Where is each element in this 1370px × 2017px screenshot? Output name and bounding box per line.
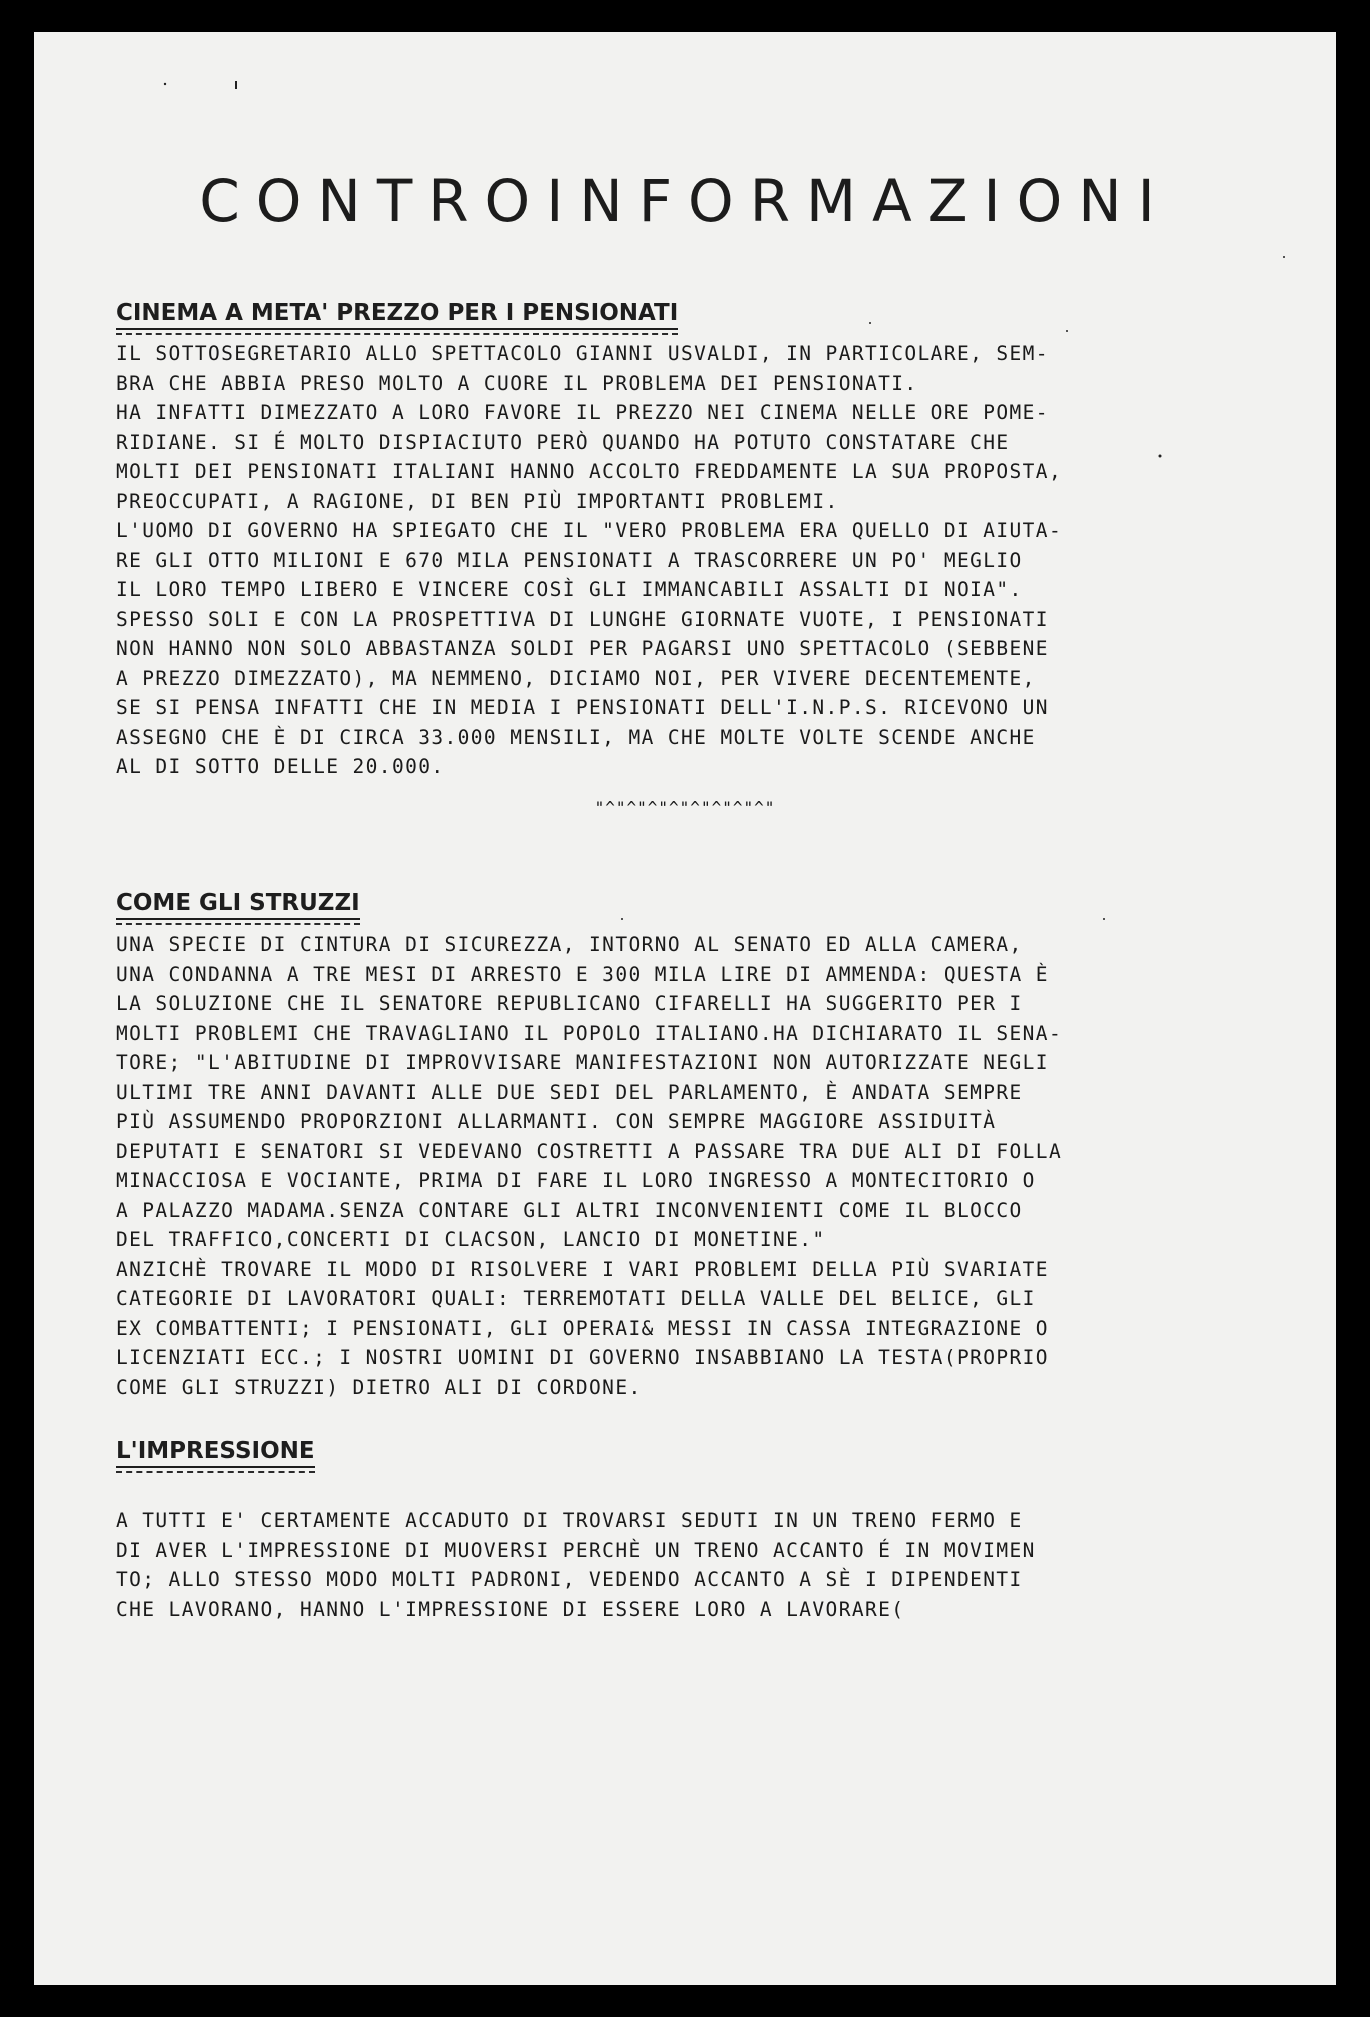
text-line: A PALAZZO MADAMA.SENZA CONTARE GLI ALTRI INCONVENIENTI COME IL BLOCCO bbox=[116, 1198, 1023, 1222]
text-line: MOLTI DEI PENSIONATI ITALIANI HANNO ACCOLTO FREDDAMENTE LA SUA PROPOSTA, bbox=[116, 460, 1063, 483]
section-body-struzzi bbox=[116, 930, 1062, 1402]
text-line: RIDIANE. SI É MOLTO DISPIACIUTO PERÒ QUANDO HA POTUTO CONSTATARE CHE bbox=[116, 430, 1010, 454]
text-line: DI AVER L'IMPRESSIONE DI MUOVERSI PERCHÈ UN TRENO ACCANTO É IN MOVIMEN bbox=[116, 1538, 1036, 1562]
text-line: MINACCIOSA E VOCIANTE, PRIMA DI FARE IL LORO INGRESSO A MONTECITORIO O bbox=[116, 1169, 1036, 1192]
text-line: SPESSO SOLI E CON LA PROSPETTIVA DI LUNGHE GIORNATE VUOTE, I PENSIONATI bbox=[116, 607, 1049, 631]
text-line: COME GLI STRUZZI) DIETRO ALI DI CORDONE. bbox=[116, 1375, 642, 1399]
text-line: RE GLI OTTO MILIONI E 670 MILA PENSIONATI A TRASCORRERE UN PO' MEGLIO bbox=[116, 548, 1023, 572]
text-line: ULTIMI TRE ANNI DAVANTI ALLE DUE SEDI DEL PARLAMENTO, È ANDATA SEMPRE bbox=[116, 1080, 1023, 1104]
section-body-impressione bbox=[116, 1506, 1036, 1624]
text-line: BRA CHE ABBIA PRESO MOLTO A CUORE IL PROBLEMA DEI PENSIONATI. bbox=[116, 371, 918, 395]
text-line: UNA CONDANNA A TRE MESI DI ARRESTO E 300 MILA LIRE DI AMMENDA: QUESTA È bbox=[116, 962, 1049, 986]
text-line: IL SOTTOSEGRETARIO ALLO SPETTACOLO GIANNI USVALDI, IN PARTICOLARE, SEM- bbox=[116, 342, 1049, 365]
section-body-cinema bbox=[116, 339, 1062, 782]
text-line: PREOCCUPATI, A RAGIONE, DI BEN PIÙ IMPORTANTI PROBLEMI. bbox=[116, 489, 839, 513]
text-line: AL DI SOTTO DELLE 20.000. bbox=[116, 755, 445, 778]
section-heading-struzzi bbox=[116, 892, 360, 920]
text-line: A TUTTI E' CERTAMENTE ACCADUTO DI TROVARSI SEDUTI IN UN TRENO FERMO E bbox=[116, 1509, 1023, 1532]
text-line: DEPUTATI E SENATORI SI VEDEVANO COSTRETTI A PASSARE TRA DUE ALI DI FOLLA bbox=[116, 1139, 1063, 1163]
section-heading-text: L'IMPRESSIONE bbox=[116, 1440, 315, 1468]
page-title: CONTROINFORMAZIONI bbox=[199, 167, 1171, 235]
text-line: CATEGORIE DI LAVORATORI QUALI: TERREMOTATI DELLA VALLE DEL BELICE, GLI bbox=[116, 1287, 1036, 1310]
text-line: PIÙ ASSUMENDO PROPORZIONI ALLARMANTI. CON SEMPRE MAGGIORE ASSIDUITÀ bbox=[116, 1110, 997, 1133]
text-line: SE SI PENSA INFATTI CHE IN MEDIA I PENSIONATI DELL'I.N.P.S. RICEVONO UN bbox=[116, 696, 1049, 719]
text-line: ANZICHÈ TROVARE IL MODO DI RISOLVERE I VARI PROBLEMI DELLA PIÙ SVARIATE bbox=[116, 1257, 1049, 1281]
section-separator: "^"^"^"^"^"^"^"^" bbox=[594, 798, 776, 817]
text-line: LICENZIATI ECC.; I NOSTRI UOMINI DI GOVERNO INSABBIANO LA TESTA(PROPRIO bbox=[116, 1346, 1049, 1369]
text-line: L'UOMO DI GOVERNO HA SPIEGATO CHE IL "VERO PROBLEMA ERA QUELLO DI AIUTA- bbox=[116, 519, 1063, 542]
text-line: NON HANNO NON SOLO ABBASTANZA SOLDI PER PAGARSI UNO SPETTACOLO (SEBBENE bbox=[116, 637, 1049, 660]
text-line: DEL TRAFFICO,CONCERTI DI CLACSON, LANCIO DI MONETINE." bbox=[116, 1228, 826, 1251]
text-line: HA INFATTI DIMEZZATO A LORO FAVORE IL PREZZO NEI CINEMA NELLE ORE POME- bbox=[116, 401, 1049, 424]
text-line: MOLTI PROBLEMI CHE TRAVAGLIANO IL POPOLO ITALIANO.HA DICHIARATO IL SENA- bbox=[116, 1021, 1063, 1045]
section-heading-impressione bbox=[116, 1440, 315, 1468]
text-line: A PREZZO DIMEZZATO), MA NEMMENO, DICIAMO NOI, PER VIVERE DECENTEMENTE, bbox=[116, 666, 1036, 690]
text-line: LA SOLUZIONE CHE IL SENATORE REPUBLICANO CIFARELLI HA SUGGERITO PER I bbox=[116, 992, 1023, 1015]
text-line: EX COMBATTENTI; I PENSIONATI, GLI OPERAI& MESSI IN CASSA INTEGRAZIONE O bbox=[116, 1316, 1049, 1340]
text-line: IL LORO TEMPO LIBERO E VINCERE COSÌ GLI IMMANCABILI ASSALTI DI NOIA". bbox=[116, 578, 1023, 601]
text-line: TORE; "L'ABITUDINE DI IMPROVVISARE MANIFESTAZIONI NON AUTORIZZATE NEGLI bbox=[116, 1051, 1049, 1074]
section-heading-text: COME GLI STRUZZI bbox=[116, 892, 360, 920]
text-line: TO; ALLO STESSO MODO MOLTI PADRONI, VEDENDO ACCANTO A SÈ I DIPENDENTI bbox=[116, 1568, 1023, 1591]
document-page bbox=[34, 32, 1336, 1985]
text-line: CHE LAVORANO, HANNO L'IMPRESSIONE DI ESSERE LORO A LAVORARE( bbox=[116, 1597, 905, 1621]
text-line: ASSEGNO CHE È DI CIRCA 33.000 MENSILI, MA CHE MOLTE VOLTE SCENDE ANCHE bbox=[116, 725, 1036, 749]
section-heading-cinema bbox=[116, 302, 678, 330]
section-heading-text: CINEMA A META' PREZZO PER I PENSIONATI bbox=[116, 302, 678, 330]
text-line: UNA SPECIE DI CINTURA DI SICUREZZA, INTORNO AL SENATO ED ALLA CAMERA, bbox=[116, 933, 1023, 956]
